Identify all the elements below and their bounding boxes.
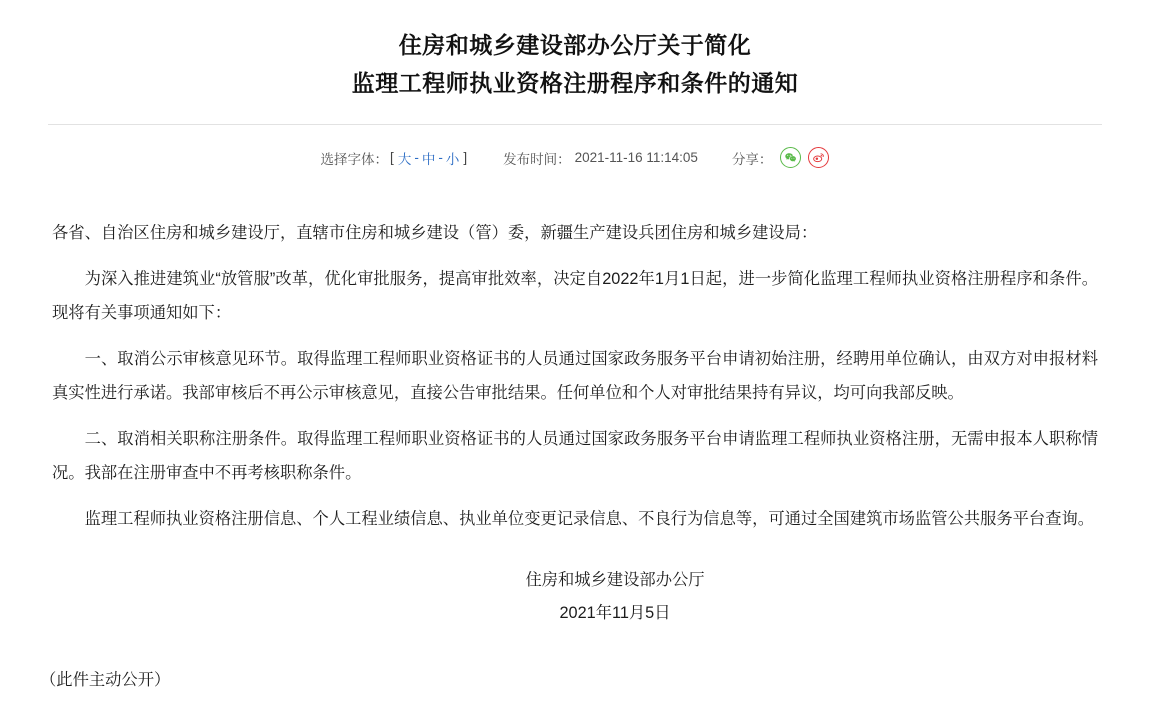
wechat-share-icon[interactable] (780, 147, 801, 168)
paragraph-item-one: 一、取消公示审核意见环节。取得监理工程师职业资格证书的人员通过国家政务服务平台申请初始注册，经聘用单位确认，由双方对申报材料真实性进行承诺。我部审核后不再公示审核意见，直接公告审批结果。任何单位和个人对审批结果持有异议，均可向我部反映。 (52, 350, 1098, 402)
publish-time-value: 2021-11-16 11:14:05 (574, 150, 698, 165)
document-meta-bar (0, 147, 1150, 168)
paragraph-salutation: 各省、自治区住房和城乡建设厅，直辖市住房和城乡建设（管）委，新疆生产建设兵团住房和城乡建设局： (52, 224, 818, 242)
font-size-small-link[interactable]: 小 (445, 151, 460, 167)
title-line-2: 监理工程师执业资格注册程序和条件的通知 (351, 70, 799, 96)
font-size-selector (321, 148, 470, 168)
share-label: 分享： (731, 151, 773, 167)
title-divider (48, 124, 1102, 125)
signature-organization: 住房和城乡建设部办公厅 (525, 571, 705, 589)
bracket-close: ] (463, 150, 468, 165)
signature-block (52, 564, 1098, 630)
publish-time (503, 148, 698, 168)
weibo-share-icon[interactable] (808, 147, 829, 168)
font-size-large-link[interactable]: 大 (397, 151, 412, 167)
document-body (52, 216, 1098, 630)
share-group (732, 147, 830, 168)
publish-time-label: 发布时间： (503, 151, 571, 167)
paragraph-item-two: 二、取消相关职称注册条件。取得监理工程师职业资格证书的人员通过国家政务服务平台申请监理工程师执业资格注册，无需申报本人职称情况。我部在注册审查中不再考核职称条件。 (52, 430, 1098, 482)
size-separator-1: - (414, 150, 419, 165)
font-size-medium-link[interactable]: 中 (421, 151, 436, 167)
page-title (0, 0, 1150, 102)
bracket-open: [ (390, 150, 394, 165)
paragraph-closing: 监理工程师执业资格注册信息、个人工程业绩信息、执业单位变更记录信息、不良行为信息等，可通过全国建筑市场监管公共服务平台查询。 (84, 510, 1095, 528)
signature-date: 2021年11月5日 (559, 604, 671, 622)
size-separator-2: - (438, 150, 443, 165)
paragraph-intro: 为深入推进建筑业“放管服”改革，优化审批服务，提高审批效率，决定自2022年1月1日起，进一步简化监理工程师执业资格注册程序和条件。现将有关事项通知如下： (52, 270, 1098, 322)
font-size-label: 选择字体： (320, 151, 389, 167)
title-line-1: 住房和城乡建设部办公厅关于简化 (398, 32, 752, 58)
share-icon-list (780, 147, 829, 168)
footer-note: （此件主动公开） (40, 671, 171, 689)
